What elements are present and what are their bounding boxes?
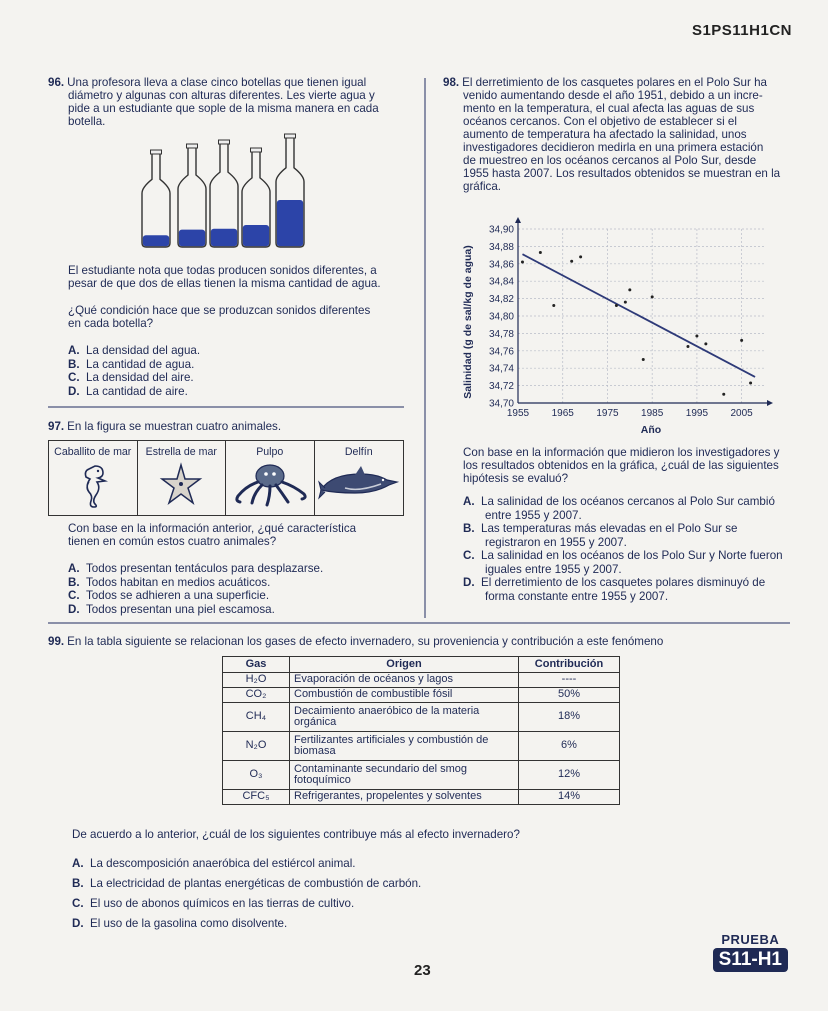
bottle-3 — [210, 140, 238, 247]
page-number: 23 — [414, 962, 431, 979]
bottle-water — [277, 200, 303, 246]
question-99-intro: 99. En la tabla siguiente se relacionan los gases de efecto invernadero, su proveniencia y contribución a este fenómeno — [48, 635, 664, 648]
x-tick-label: 1985 — [641, 408, 664, 419]
y-tick-label: 34,82 — [488, 294, 514, 306]
question-number: 96. — [48, 76, 65, 89]
section-divider — [48, 622, 790, 624]
y-tick-label: 34,76 — [488, 346, 514, 358]
x-tick-label: 1955 — [506, 408, 530, 419]
y-tick-label: 34,74 — [488, 363, 514, 375]
y-tick-label: 34,72 — [488, 381, 514, 393]
table-row: CFC₅ Refrigerantes, propelentes y solventes 14% — [223, 790, 620, 805]
option-d: D. El derretimiento de los casquetes polares disminuyó de forma constante entre 1955 y 2007. — [463, 576, 766, 603]
option-a: A. La descomposición anaeróbica del estiércol animal. — [72, 857, 356, 870]
data-point — [521, 261, 524, 264]
y-tick-label: 34,78 — [488, 328, 514, 340]
q98-options — [443, 495, 791, 603]
data-point — [695, 335, 698, 338]
y-tick-label: 34,80 — [488, 311, 514, 323]
question-96: 96. Una profesora lleva a clase cinco botellas que tienen igual diámetro y algunas con alturas diferentes. Les vierte agua y pide a un estudiante que sople de la misma manera en cada botella. — [48, 76, 379, 128]
question-divider-96-97 — [48, 406, 404, 408]
table-row: O₃ Contaminante secundario del smog fotoquímico 12% — [223, 761, 620, 790]
question-97-body: Con base en la información anterior, ¿qué característica tienen en común estos cuatro animales? A. Todos presentan tentáculos para desplazarse. B. Todos habitan en medios acuáticos. C. Todos se adhieren a una superficie. D. Todos presentan una piel escamosa. — [48, 522, 404, 616]
test-badge: PRUEBA S11-H1 — [713, 932, 788, 972]
x-axis-arrow — [767, 400, 773, 406]
greenhouse-gases-table — [222, 656, 620, 805]
x-tick-label: 1995 — [685, 408, 709, 419]
question-98: 98. El derretimiento de los casquetes polares en el Polo Sur ha venido aumentando desde el año 1951, debido a un incre- mento en la temperatura, el cual afecta las aguas de sus océanos cercanos. Con el objetivo de establecer si el aumento de temperatura ha afectado la salinidad, unos investigadores decidieron medirla en una primera estación de muestreo en los océanos cercanos al Polo Sur, desde 1955 hasta 2007. Los resultados obtenidos se muestran en la gráfica. — [443, 76, 781, 193]
octopus-icon — [230, 462, 310, 508]
table-row: CH₄ Decaimiento anaeróbico de la materia orgánica 18% — [223, 703, 620, 732]
bottle-5 — [276, 134, 304, 247]
option-c: C. La densidad del aire. — [68, 371, 194, 384]
data-point — [704, 342, 707, 345]
animal-cell-seahorse: Caballito de mar — [49, 441, 138, 515]
option-b: B. La cantidad de agua. — [68, 357, 195, 371]
bottle-1 — [142, 150, 170, 247]
option-d: D. El uso de la gasolina como disolvente. — [72, 917, 288, 930]
bottles-illustration — [138, 133, 318, 251]
table-row: CO₂ Combustión de combustible fósil 50% — [223, 688, 620, 703]
data-point — [686, 345, 689, 348]
data-point — [615, 304, 618, 307]
y-tick-label: 34,84 — [488, 276, 514, 288]
option-a: A. La densidad del agua. — [68, 344, 201, 357]
question-97-intro: 97. En la figura se muestran cuatro animales. — [48, 420, 282, 433]
header-origin: Origen — [290, 657, 519, 673]
table-header-row — [223, 657, 620, 673]
question-98-body: Con base en la información que midieron los investigadores y los resultados obtenidos en la gráfica, ¿cuál de las siguientes hipótesis se evaluó? A. La salinidad de los océanos cercanos al Polo Sur cambió entre 1955 y 2007. B. Las temperaturas más elevadas en el Polo Sur se registraron en 1955 y 2007. C. La salinidad en los océanos de los Polo Sur y Norte fueron iguales entre 1955 y 2007. D. El derretimiento de los casquetes polares disminuyó de forma constante entre 1955 y 2007. — [443, 446, 791, 603]
option-c: C. El uso de abonos químicos en las tierras de cultivo. — [72, 897, 355, 910]
seahorse-icon — [73, 462, 113, 508]
question-number: 98. — [443, 76, 460, 89]
table-row: N₂O Fertilizantes artificiales y combustión de biomasa 6% — [223, 732, 620, 761]
animals-figure — [48, 440, 404, 516]
option-b: B. Todos habitan en medios acuáticos. — [68, 575, 271, 589]
data-point — [579, 255, 582, 258]
column-divider — [424, 78, 426, 618]
data-point — [552, 304, 555, 307]
option-c: C. La salinidad en los océanos de los Polo Sur y Norte fueron iguales entre 1955 y 2007. — [463, 549, 783, 576]
bottle-water — [243, 225, 269, 246]
data-point — [624, 301, 627, 304]
bottle-water — [211, 229, 237, 246]
header-contribution: Contribución — [519, 657, 620, 673]
option-d: D. Todos presentan una piel escamosa. — [68, 602, 275, 616]
starfish-icon — [159, 462, 203, 506]
y-axis-label: Salinidad (g de sal/kg de agua) — [462, 245, 474, 399]
question-number: 97. — [48, 420, 65, 433]
q99-options — [72, 854, 792, 934]
animal-cell-starfish: Estrella de mar — [138, 441, 227, 515]
salinity-chart — [458, 213, 776, 439]
x-axis-label: Año — [640, 424, 662, 436]
page-code: S1PS11H1CN — [691, 22, 792, 39]
question-96-body: El estudiante nota que todas producen sonidos diferentes, a pesar de que dos de ellas tienen la misma cantidad de agua. ¿Qué condición hace que se produzcan sonidos diferentes en cada botella? A. La densidad del agua. B. La cantidad de agua. C. La densidad del aire. D. La cantidad de aire. — [48, 264, 404, 398]
animal-cell-dolphin: Delfín — [315, 441, 404, 515]
animal-cell-octopus: Pulpo — [226, 441, 315, 515]
option-c: C. Todos se adhieren a una superficie. — [68, 589, 270, 602]
data-point — [651, 295, 654, 298]
data-point — [539, 251, 542, 254]
data-point — [570, 260, 573, 263]
option-d: D. La cantidad de aire. — [68, 384, 188, 398]
option-a: A. La salinidad de los océanos cercanos al Polo Sur cambió entre 1955 y 2007. — [463, 495, 775, 522]
bottle-4 — [242, 148, 270, 247]
data-point — [740, 339, 743, 342]
x-tick-label: 1975 — [596, 408, 619, 419]
data-point — [642, 358, 645, 361]
option-b: B. La electricidad de plantas energéticas de combustión de carbón. — [72, 877, 422, 890]
header-gas: Gas — [223, 657, 290, 673]
question-99-body: De acuerdo a lo anterior, ¿cuál de los siguientes contribuye más al efecto invernadero? A. La descomposición anaeróbica del estiércol animal. B. La electricidad de plantas energéticas de combustión de carbón. C. El uso de abonos químicos en las tierras de cultivo. D. El uso de la gasolina como disolvente. — [72, 828, 792, 934]
data-point — [628, 288, 631, 291]
option-b: B. Las temperaturas más elevadas en el Polo Sur se registraron en 1955 y 2007. — [463, 522, 738, 549]
q97-options — [48, 562, 404, 616]
trend-line — [522, 254, 755, 377]
x-tick-label: 2005 — [730, 408, 753, 419]
y-tick-label: 34,86 — [488, 259, 514, 271]
data-point — [722, 393, 725, 396]
y-tick-label: 34,88 — [488, 241, 514, 253]
y-tick-label: 34,70 — [488, 398, 514, 410]
q96-options — [48, 344, 404, 398]
data-point — [749, 381, 752, 384]
question-number: 99. — [48, 635, 65, 648]
table-row: H₂O Evaporación de océanos y lagos ---- — [223, 673, 620, 688]
y-tick-label: 34,90 — [488, 224, 514, 236]
y-axis-arrow — [515, 217, 521, 223]
bottle-2 — [178, 144, 206, 247]
x-tick-label: 1965 — [551, 408, 574, 419]
bottle-water — [179, 230, 205, 247]
dolphin-icon — [317, 462, 401, 502]
bottle-water — [143, 235, 169, 246]
option-a: A. Todos presentan tentáculos para desplazarse. — [68, 562, 324, 575]
